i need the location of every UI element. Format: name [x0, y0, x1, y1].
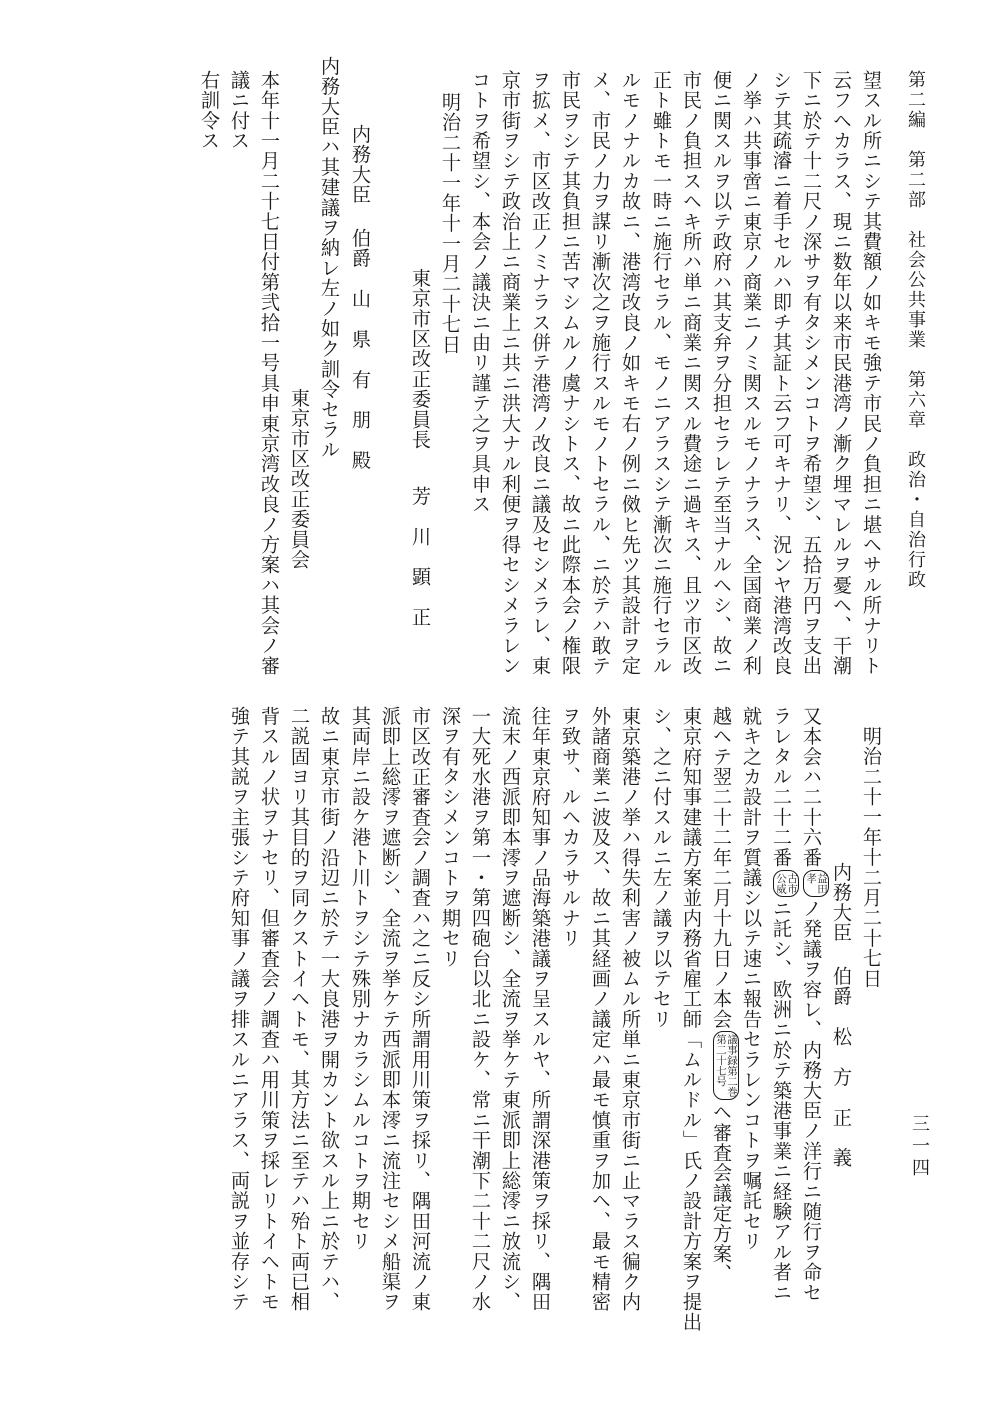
- body-line: 強テ其説ヲ主張シテ府知事ノ議ヲ排スルニアラス、両説ヲ並存シテ: [228, 706, 251, 1312]
- body-line: 深ヲ有タシメンコトヲ期セリ: [439, 706, 462, 969]
- annotation-note: [713, 1031, 739, 1100]
- minister-title: 内務大臣: [830, 862, 853, 943]
- upper-line: 京市街ヲシテ政治上ニ商業上ニ共ニ洪大ナル利便ヲ得セシメラレン: [499, 70, 522, 676]
- annotation-line: 孝: [805, 872, 817, 884]
- recipient-title: 内務大臣: [349, 124, 372, 205]
- body-line: 外諸商業ニ波及ス、故ニ其経画ノ議定ハ最モ慎重ヲ加ヘ、最モ精密: [589, 706, 612, 1312]
- upper-line: 云フヘカラス、現ニ数年以来市民港湾ノ漸ク埋マレルヲ憂ヘ、干潮: [830, 70, 853, 676]
- body-line: ヲ致サ、ルヘカラサルナリ: [559, 706, 582, 949]
- lower-line-text: ヘ審査会議定方案、: [710, 1102, 733, 1285]
- upper-date: 明治二十一年十一月二十七日: [439, 92, 462, 355]
- lower-line: [768, 706, 799, 1303]
- annotation-line: 議事録第二巻: [726, 1034, 738, 1098]
- lower-line-text: 又本会ハ二十六番: [800, 706, 823, 868]
- body-line: 流末ノ西派即本澪ヲ遮断シ、全流ヲ挙ケテ東派即上総澪ニ放流シ、: [499, 706, 522, 1312]
- upper-line: 望スル所ニシテ其費額ノ如キモ強テ市民ノ負担ニ堪ヘサル所ナリト: [860, 70, 883, 676]
- upper-line: 市民ノ負担スヘキ所ハ単ニ商業ニ関スル費途ニ過キス、且ツ市区改: [680, 70, 703, 676]
- instruction-line: 本年十一月二十七日付第弐拾一号具申東京湾改良ノ方案ハ其会ノ審: [258, 70, 281, 676]
- upper-line: コトヲ希望シ、本会ノ議決ニ由リ謹テ之ヲ具申ス: [469, 70, 492, 515]
- upper-line: シテ其疏濬ニ着手セルハ即チ其証ト云フ可キナリ、況ンヤ港湾改良: [770, 70, 793, 676]
- body-line: 往年東京府知事ノ品海築港議ヲ呈スルヤ、所謂深港策ヲ採リ、隅田: [529, 706, 552, 1312]
- lower-line-text: 越ヘテ翌二十二年二月十九日ノ本会: [710, 706, 733, 1030]
- instruction-line: 右訓令ス: [198, 70, 221, 151]
- body-line: 二説固ヨリ其目的ヲ同クストイヘトモ、其方法ニ至テハ殆ト両已相: [288, 706, 311, 1312]
- body-line: 一大死水港ヲ第一・第四砲台以北ニ設ケ、常ニ干潮下二十二尺ノ水: [469, 706, 492, 1312]
- lower-line-text: ノ発議ヲ容レ、内務大臣ノ洋行ニ随行ヲ命セ: [800, 898, 823, 1303]
- lower-line: [708, 706, 739, 1284]
- sender-name: 芳 川 顕 正: [409, 486, 432, 628]
- upper-line: 便ニ関スルヲ以テ政府ハ其支弁ヲ分担セラレテ至当ナルヘシ、故ニ: [710, 70, 733, 676]
- minister-reply: 内務大臣ハ其建議ヲ納レ左ノ如ク訓令セラル: [318, 56, 341, 460]
- body-line: 故ニ東京市街ノ沿辺ニ於テ一大良港ヲ開カント欲スル上ニ於テハ、: [318, 706, 341, 1312]
- lower-line-text: ラレタル二十二番: [770, 706, 793, 868]
- body-line: 派即上総澪ヲ遮断シ、全流ヲ挙ケテ西派即本澪ニ流注セシメ船渠ヲ: [379, 706, 402, 1312]
- lower-date: 明治二十一年十二月二十七日: [860, 726, 883, 989]
- body-line: 其両岸ニ設ケ港ト川トヲシテ殊別ナカラシムルコトヲ期セリ: [349, 706, 372, 1252]
- minister-name: 伯爵 松 方 正 義: [830, 966, 853, 1168]
- running-head: 第二編 第二部 社会公共事業 第六章 政治・自治行政: [905, 70, 926, 590]
- lower-line: 東京府知事建議方案並内務省雇工師「ムルドル」氏ノ設計方案ヲ提出: [680, 706, 703, 1333]
- body-line: 東京築港ノ挙ハ得失利害ノ被ムル所単ニ東京市街ニ止マラス徧ク内: [619, 706, 642, 1312]
- lower-line: 就キ之カ設計ヲ質議シ以テ速ニ報告セラレンコトヲ嘱託セリ: [740, 706, 763, 1252]
- upper-line: ノ挙ハ共事啻ニ東京ノ商業ニノミ関スルモノナラス、全国商業ノ利: [740, 70, 763, 676]
- instruction-line: 議ニ付ス: [228, 70, 251, 151]
- recipient-name: 伯爵 山 県 有 朋 殿: [349, 228, 372, 471]
- annotation-line: 益田: [816, 872, 828, 894]
- body-line: 背スルノ状ヲナセリ、但審査会ノ調査ハ用川策ヲ採レリトイヘトモ: [258, 706, 281, 1312]
- lower-line: [798, 706, 829, 1303]
- upper-line: 正ト雖トモ一時ニ施行セラル、モノニアラスシテ漸次ニ施行セラル: [650, 70, 673, 676]
- annotation-line: 古市: [786, 872, 798, 894]
- upper-line: 市民ヲシテ其負担ニ苦マシムルノ虞ナシトス、故ニ此際本会ノ権限: [559, 70, 582, 676]
- upper-line: メ、市民ノ力ヲ謀リ漸次之ヲ施行スルモノトセラル、ニ於テハ敢テ: [589, 70, 612, 676]
- annotation-note: [773, 870, 799, 897]
- lower-line-text: ニ託シ、欧洲ニ於テ築港事業ニ経験アル者ニ: [770, 898, 793, 1303]
- instruction-org: 東京市区改正委員会: [288, 388, 311, 570]
- sender-org: 東京市区改正委員長: [409, 268, 432, 450]
- annotation-line: 公威: [775, 872, 787, 894]
- annotation-note: [803, 870, 829, 897]
- annotation-line: 第二十七号: [715, 1034, 727, 1087]
- upper-line: ヲ拡メ、市区改正ノミナラス併テ港湾ノ改良ニ議及セシメラレ、東: [529, 70, 552, 676]
- body-line: 市区改正審査会ノ調査ハ之ニ反シ所謂用川策ヲ採リ、隅田河流ノ東: [409, 706, 432, 1312]
- upper-line: 下ニ於テ十二尺ノ深サヲ有タシメンコトヲ希望シ、五拾万円ヲ支出: [800, 70, 823, 676]
- upper-line: ルモノナルカ故ニ、港湾改良ノ如キモ右ノ例ニ傚ヒ先ツ其設計ヲ定: [619, 70, 642, 677]
- page-number: 三一四: [909, 1114, 930, 1180]
- lower-line: シ、之ニ付スルニ左ノ議ヲ以テセリ: [650, 706, 673, 1030]
